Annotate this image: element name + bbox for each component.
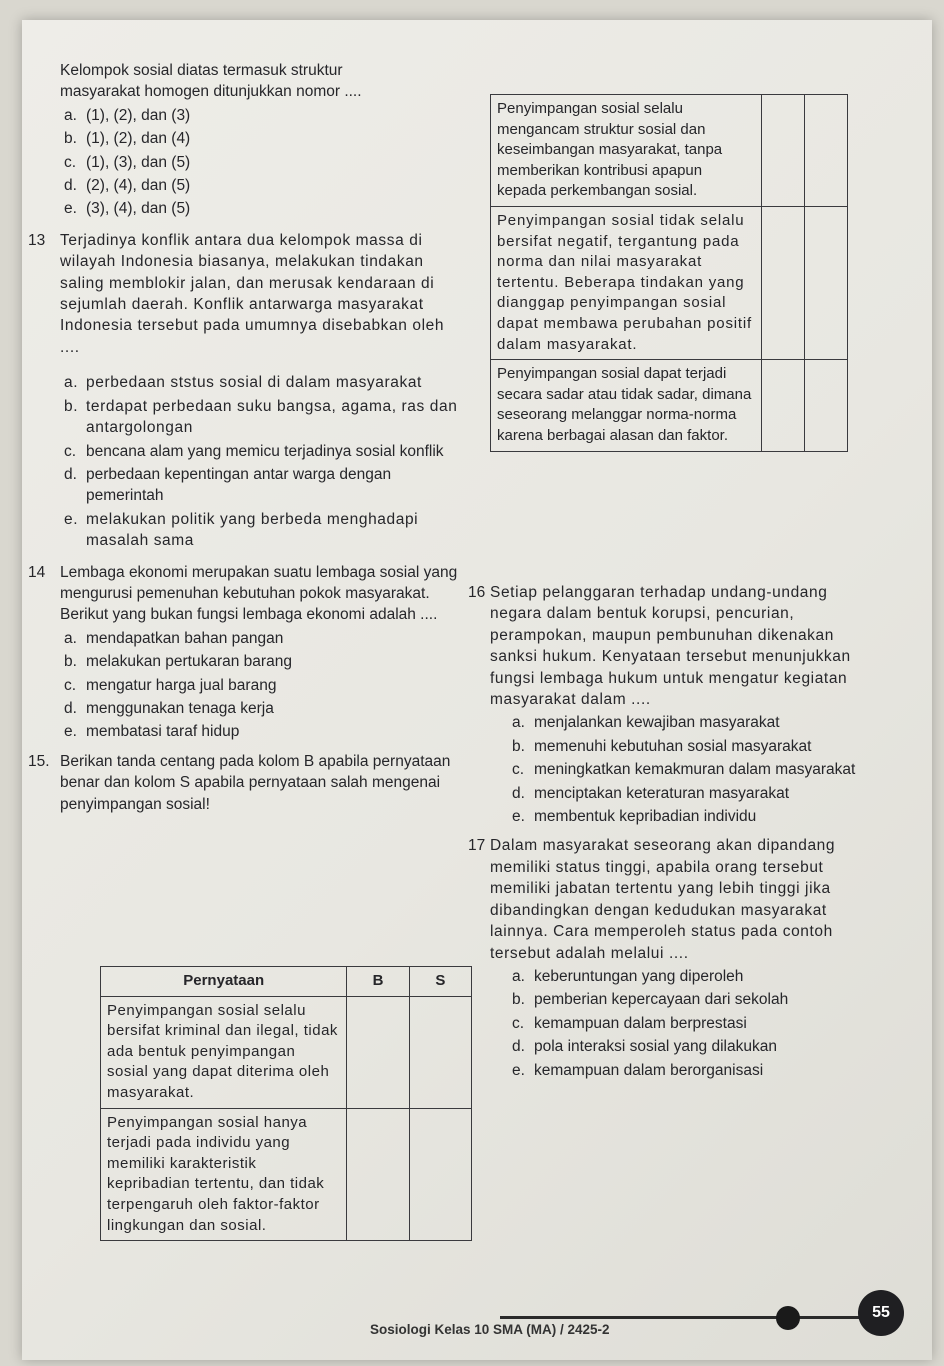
q17-option-a[interactable]: a. keberuntungan yang diperoleh [512,967,744,985]
q15-statement-3: Penyimpangan sosial selalu mengancam struktur sosial dan keseimbangan masyarakat, tanpa memberikan kontribusi apapun kepada perkembangan sosial. [491,95,762,207]
footer-rule [500,1316,860,1319]
q16-option-e[interactable]: e. membentuk kepribadian individu [512,808,757,826]
q15-check-s-5[interactable] [804,360,847,451]
left-column [28,60,460,815]
q16-option-c[interactable]: c. meningkatkan kemakmuran dalam masyarakat [512,761,856,779]
q15-table [100,966,472,1241]
q13-options [60,372,460,551]
q14-option-e[interactable]: e. membatasi taraf hidup [64,723,240,741]
page-number: 55 [858,1290,904,1336]
q17-options [508,966,870,1081]
q12-options [60,105,460,220]
q15-check-b-1[interactable] [347,996,409,1108]
q17-option-d[interactable]: d. pola interaksi sosial yang dilakukan [512,1038,777,1056]
q17-number: 17 [468,837,486,855]
q15-stem: Berikan tanda centang pada kolom B apabila pernyataan benar dan kolom S apabila pernyataan salah mengenai penyimpangan sosial! [60,752,451,813]
q12-option-d[interactable]: d. (2), (4), dan (5) [64,177,191,195]
q17-option-c[interactable]: c. kemampuan dalam berprestasi [512,1014,747,1032]
q15-statement-5: Penyimpangan sosial dapat terjadi secara sadar atau tidak sadar, dimana seseorang melanggar norma-norma karena berbagai alasan dan faktor. [491,360,762,451]
q14-option-c[interactable]: c. mengatur harga jual barang [64,676,277,694]
q15-check-s-2[interactable] [409,1108,471,1241]
table-row [491,360,848,451]
q16-number: 16 [468,584,486,601]
q14-option-a[interactable]: a. mendapatkan bahan pangan [64,629,284,647]
q17-option-b[interactable]: b. pemberian kepercayaan dari sekolah [512,991,789,1009]
q14-options [60,628,460,743]
q13-option-d[interactable]: d. perbedaan kepentingan antar warga dengan pemerintah [64,465,392,505]
q13-number: 13 [28,231,46,249]
question-14 [28,562,460,626]
q15-header-statement: Pernyataan [101,967,347,997]
table-row [101,996,472,1108]
question-13 [28,230,460,358]
q15-table-header [101,967,472,997]
question-15 [28,751,460,815]
right-column [468,582,870,1083]
q15-number: 15. [28,752,50,770]
q16-options [508,712,870,827]
footer-book-title: Sosiologi Kelas 10 SMA (MA) / 2425-2 [370,1322,610,1337]
q16-option-a[interactable]: a. menjalankan kewajiban masyarakat [512,714,780,732]
footer-dot-icon [776,1306,800,1330]
q15-statement-2: Penyimpangan sosial hanya terjadi pada individu yang memiliki karakteristik kepribadian tertentu, dan tidak terpengaruh oleh faktor-faktor lingkungan dan sosial. [101,1108,347,1241]
q15-table-continued [490,94,848,452]
q17-stem: Dalam masyarakat seseorang akan dipandang memiliki status tinggi, apabila orang tersebut memiliki jabatan tertentu yang lebih tinggi jika dibandingkan dengan kedudukan masyarakat lainnya. Cara memperoleh status pada contoh tersebut adalah melalui .... [490,837,836,962]
q14-option-d[interactable]: d. menggunakan tenaga kerja [64,699,274,717]
q12-option-a[interactable]: a. (1), (2), dan (3) [64,106,191,124]
table-row [491,95,848,207]
q15-statement-1: Penyimpangan sosial selalu bersifat kriminal dan ilegal, tidak ada bentuk penyimpangan sosial yang dapat diterima oleh masyarakat. [101,996,347,1108]
q16-stem: Setiap pelanggaran terhadap undang-undang negara dalam bentuk korupsi, pencurian, perampokan, maupun pembunuhan dikenakan sanksi hukum. Kenyataan tersebut menunjukkan fungsi lembaga hukum untuk mengatur kegiatan masyarakat dalam .... [490,584,851,709]
q15-check-s-1[interactable] [409,996,471,1108]
q13-option-a[interactable]: a. perbedaan ststus sosial di dalam masyarakat [64,374,422,392]
q12-option-e[interactable]: e. (3), (4), dan (5) [64,200,191,218]
question-16 [468,582,870,710]
q15-check-s-3[interactable] [804,95,847,207]
q16-option-b[interactable]: b. memenuhi kebutuhan sosial masyarakat [512,737,812,755]
q15-statement-4: Penyimpangan sosial tidak selalu bersifat negatif, tergantung pada norma dan nilai masyarakat tertentu. Beberapa tindakan yang dianggap penyimpangan sosial dapat membawa perubahan positif dalam masyarakat. [491,206,762,359]
q16-option-d[interactable]: d. menciptakan keteraturan masyarakat [512,784,790,802]
question-17 [468,835,870,963]
q13-option-c[interactable]: c. bencana alam yang memicu terjadinya sosial konflik [64,442,444,460]
q15-check-b-5[interactable] [761,360,804,451]
q13-stem: Terjadinya konflik antara dua kelompok massa di wilayah Indonesia biasanya, melakukan tindakan saling memblokir jalan, dan merusak kendaraan di sejumlah daerah. Konflik antarwarga masyarakat Indonesia tersebut pada umumnya disebabkan oleh .... [60,231,445,356]
q17-option-e[interactable]: e. kemampuan dalam berorganisasi [512,1061,764,1079]
q14-option-b[interactable]: b. melakukan pertukaran barang [64,653,292,671]
q13-option-e[interactable]: e. melakukan politik yang berbeda menghadapi masalah sama [64,510,419,550]
q14-number: 14 [28,563,46,581]
q12-option-b[interactable]: b. (1), (2), dan (4) [64,130,191,148]
q15-check-b-4[interactable] [761,206,804,359]
q13-option-b[interactable]: b. terdapat perbedaan suku bangsa, agama, ras dan antargolongan [64,397,458,437]
q15-check-s-4[interactable] [804,206,847,359]
q15-check-b-3[interactable] [761,95,804,207]
table-row [101,1108,472,1241]
q15-header-b: B [347,967,409,997]
table-row [491,206,848,359]
q15-check-b-2[interactable] [347,1108,409,1241]
q15-header-s: S [409,967,471,997]
q12-option-c[interactable]: c. (1), (3), dan (5) [64,153,191,171]
q14-stem: Lembaga ekonomi merupakan suatu lembaga sosial yang mengurusi pemenuhan kebutuhan pokok masyarakat. Berikut yang bukan fungsi lembaga ekonomi adalah .... [60,563,458,624]
q12-stem: Kelompok sosial diatas termasuk struktur masyarakat homogen ditunjukkan nomor .... [60,62,362,101]
